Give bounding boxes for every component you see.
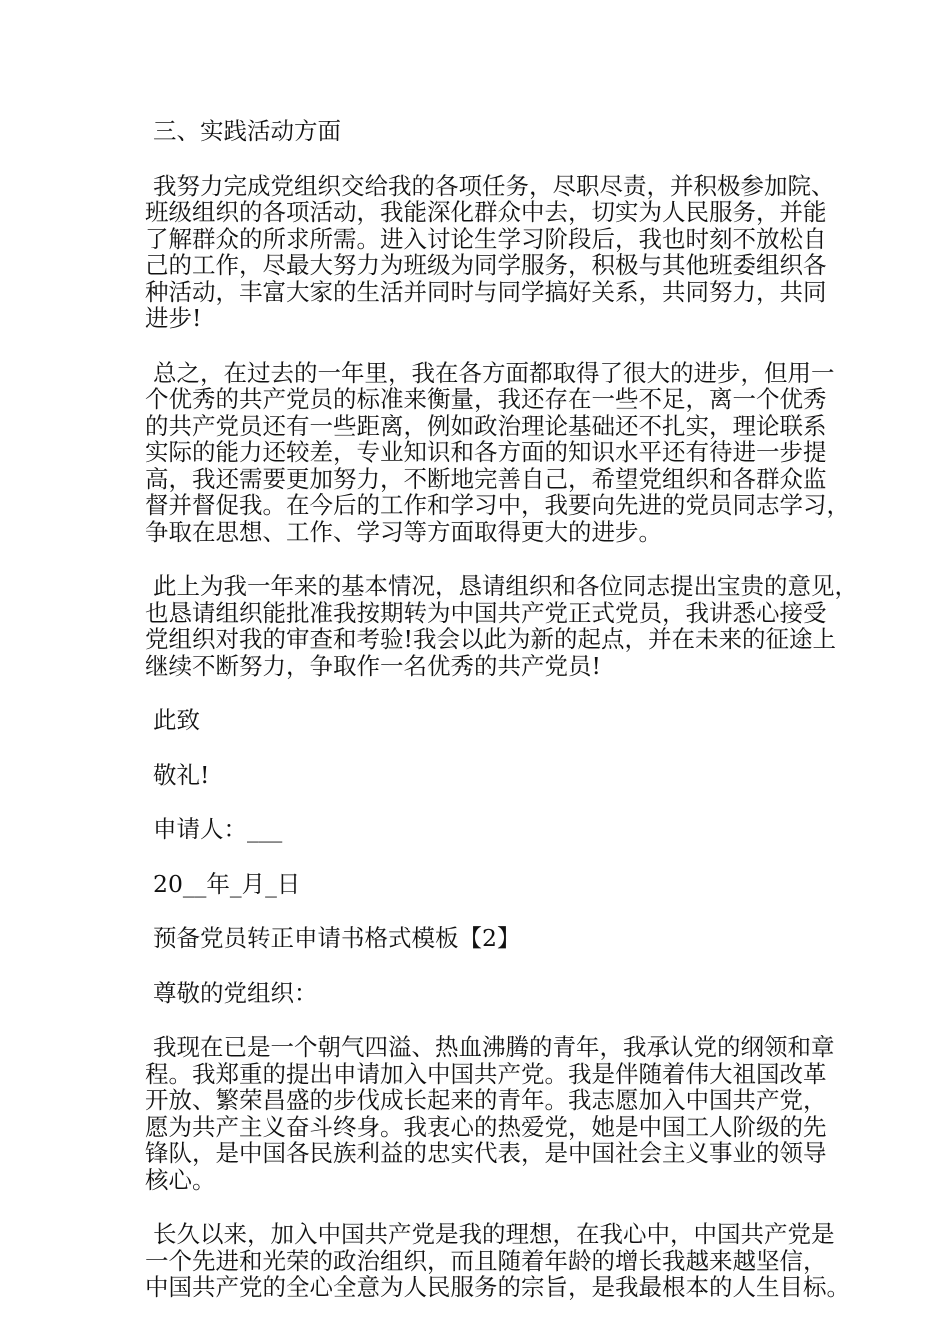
text-line: 班级组织的各项活动，我能深化群众中去，切实为人民服务，并能 (145, 198, 827, 226)
text-line: 党组织对我的审查和考验!我会以此为新的起点，并在未来的征途上 (145, 625, 836, 653)
text-line: 申请人：___ (153, 815, 283, 843)
text-line: 己的工作，尽最大努力为班级为同学服务，积极与其他班委组织各 (145, 251, 827, 279)
paragraph (145, 925, 825, 952)
text-line: 继续不断努力，争取作一名优秀的共产党员! (145, 651, 601, 680)
paragraph (145, 707, 825, 734)
text-line: 我现在已是一个朝气四溢、热血沸腾的青年，我承认党的纲领和章 (153, 1033, 835, 1061)
text-line: 了解群众的所求所需。进入讨论生学习阶段后，我也时刻不放松自 (145, 224, 827, 253)
text-line: 开放、繁荣昌盛的步伐成长起来的青年。我志愿加入中国共产党， (145, 1086, 827, 1114)
text-line: 也恳请组织能批准我按期转为中国共产党正式党员，我讲悉心接受 (145, 598, 827, 627)
text-line: 进步! (145, 304, 202, 332)
text-line: 我努力完成党组织交给我的各项任务，尽职尽责，并积极参加院、 (153, 171, 835, 200)
text-line: 敬礼! (153, 760, 210, 789)
paragraph (145, 358, 850, 546)
text-line: 长久以来，加入中国共产党是我的理想，在我心中，中国共产党是 (153, 1220, 835, 1248)
text-line: 的共产党员还有一些距离，例如政治理论基础还不扎实，理论联系 (145, 411, 827, 440)
text-line: 总之，在过去的一年里，我在各方面都取得了很大的进步，但用一 (153, 358, 835, 387)
text-line: 此上为我一年来的基本情况，恳请组织和各位同志提出宝贵的意见， (153, 572, 858, 600)
text-line: 一个先进和光荣的政治组织，而且随着年龄的增长我越来越坚信， (145, 1246, 827, 1275)
text-line: 个优秀的共产党员的标准来衡量，我还存在一些不足，离一个优秀 (145, 385, 827, 413)
paragraph (145, 871, 825, 898)
text-line: 核心。 (145, 1165, 216, 1194)
paragraph (145, 572, 858, 680)
text-line: 中国共产党的全心全意为人民服务的宗旨，是我最根本的人生目标。 (145, 1273, 850, 1301)
paragraph (145, 816, 825, 843)
paragraph (145, 1033, 835, 1194)
text-line: 高，我还需要更加努力，不断地完善自己，希望党组织和各群众监 (145, 464, 827, 493)
text-line: 三、实践活动方面 (153, 117, 341, 145)
text-line: 此致 (153, 706, 200, 734)
text-line: 督并督促我。在今后的工作和学习中，我要向先进的党员同志学习， (145, 491, 850, 519)
text-line: 程。我郑重的提出申请加入中国共产党。我是伴随着伟大祖国改革 (145, 1059, 827, 1088)
paragraph (145, 1220, 850, 1301)
document-body (145, 117, 858, 1329)
paragraph (145, 171, 835, 332)
text-line: 20__年_月_日 (153, 869, 301, 898)
text-line: 尊敬的党组织： (153, 978, 318, 1007)
text-line: 愿为共产主义奋斗终身。我衷心的热爱党，她是中国工人阶级的先 (145, 1112, 827, 1141)
text-line: 实际的能力还较差，专业知识和各方面的知识水平还有待进一步提 (145, 438, 827, 466)
text-line: 争取在思想、工作、学习等方面取得更大的进步。 (145, 517, 662, 546)
text-line: 预备党员转正申请书格式模板【2】 (153, 924, 521, 952)
paragraph (145, 980, 825, 1007)
text-line: 锋队，是中国各民族利益的忠实代表，是中国社会主义事业的领导 (145, 1139, 827, 1167)
paragraph (145, 762, 825, 789)
text-line: 种活动，丰富大家的生活并同时与同学搞好关系，共同努力，共同 (145, 277, 827, 306)
paragraph (145, 118, 825, 145)
